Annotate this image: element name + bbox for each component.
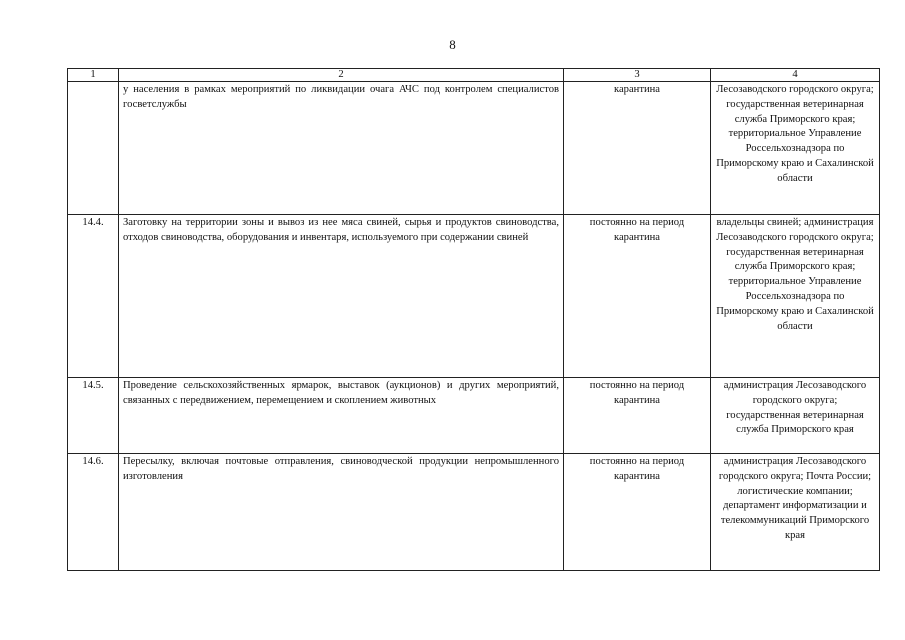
responsible-cell: владельцы свиней; администрация Лесозаводского городского округа; государственная ветеринарная служба Приморского края; территориальное Управление Россельхознадзора по Приморскому краю и Сахалинской области	[711, 215, 880, 378]
period-cell: постоянно на период карантина	[564, 378, 711, 454]
period-cell: постоянно на период карантина	[564, 215, 711, 378]
responsible-cell: Лесозаводского городского округа; государственная ветеринарная служба Приморского края; территориальное Управление Россельхознадзора по Приморскому краю и Сахалинской области	[711, 82, 880, 215]
column-header-2: 2	[119, 69, 564, 82]
row-number: 14.5.	[68, 378, 119, 454]
row-number: 14.4.	[68, 215, 119, 378]
column-header-3: 3	[564, 69, 711, 82]
table-row	[68, 215, 880, 378]
measure-cell: Проведение сельскохозяйственных ярмарок, выставок (аукционов) и других мероприятий, связанных с передвижением, перемещением и скоплением животных	[119, 378, 564, 454]
responsible-cell: администрация Лесозаводского городского округа; Почта России; логистические компании; департамент информатизации и телекоммуникаций Приморского края	[711, 454, 880, 571]
measure-cell: у населения в рамках мероприятий по ликвидации очага АЧС под контролем специалистов госветслужбы	[119, 82, 564, 215]
table-row	[68, 378, 880, 454]
measure-cell: Пересылку, включая почтовые отправления, свиноводческой продукции непромышленного изготовления	[119, 454, 564, 571]
table-row	[68, 454, 880, 571]
period-cell: постоянно на период карантина	[564, 454, 711, 571]
table-header-row	[68, 69, 880, 82]
column-header-1: 1	[68, 69, 119, 82]
responsible-cell: администрация Лесозаводского городского округа; государственная ветеринарная служба Приморского края	[711, 378, 880, 454]
row-number	[68, 82, 119, 215]
period-cell: карантина	[564, 82, 711, 215]
measure-cell: Заготовку на территории зоны и вывоз из нее мяса свиней, сырья и продуктов свиноводства, отходов свиноводства, оборудования и инвентаря, используемого при содержании свиней	[119, 215, 564, 378]
row-number: 14.6.	[68, 454, 119, 571]
page-number: 8	[449, 37, 456, 52]
measures-table	[67, 68, 880, 571]
table-row	[68, 82, 880, 215]
column-header-4: 4	[711, 69, 880, 82]
